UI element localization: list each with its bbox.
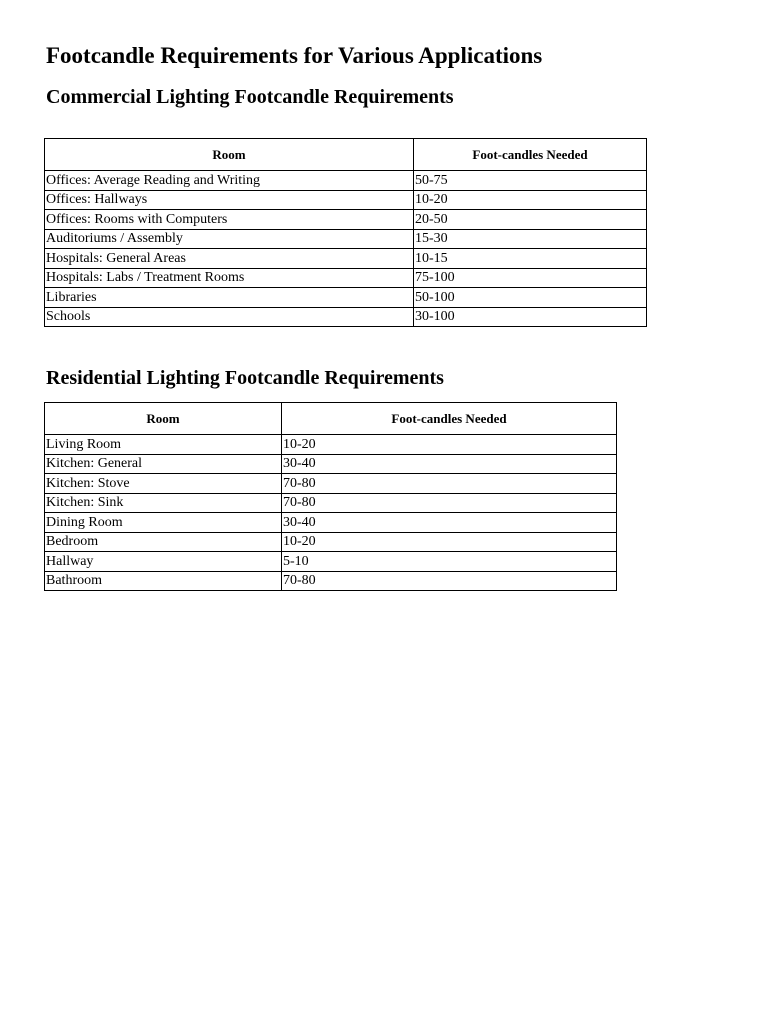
room-cell: Offices: Average Reading and Writing xyxy=(45,171,414,191)
room-cell: Living Room xyxy=(45,435,282,455)
footcandles-cell: 15-30 xyxy=(414,229,647,249)
room-cell: Kitchen: General xyxy=(45,454,282,474)
column-header-footcandles: Foot-candles Needed xyxy=(282,403,617,435)
table-row xyxy=(45,190,647,210)
footcandles-cell: 10-20 xyxy=(282,532,617,552)
room-cell: Hallway xyxy=(45,552,282,572)
room-cell: Offices: Rooms with Computers xyxy=(45,210,414,230)
room-cell: Hospitals: Labs / Treatment Rooms xyxy=(45,268,414,288)
residential-section-title: Residential Lighting Footcandle Requirements xyxy=(46,367,444,389)
footcandles-cell: 70-80 xyxy=(282,493,617,513)
table-row xyxy=(45,268,647,288)
table-row xyxy=(45,171,647,191)
column-header-room: Room xyxy=(45,139,414,171)
room-cell: Kitchen: Sink xyxy=(45,493,282,513)
room-cell: Bathroom xyxy=(45,571,282,591)
room-cell: Hospitals: General Areas xyxy=(45,249,414,269)
footcandles-cell: 50-75 xyxy=(414,171,647,191)
footcandles-cell: 30-40 xyxy=(282,513,617,533)
column-header-footcandles: Foot-candles Needed xyxy=(414,139,647,171)
table-row xyxy=(45,571,617,591)
footcandles-cell: 5-10 xyxy=(282,552,617,572)
table-header-row xyxy=(45,403,617,435)
commercial-footcandle-table xyxy=(44,138,647,327)
table-row xyxy=(45,249,647,269)
footcandles-cell: 50-100 xyxy=(414,288,647,308)
table-row xyxy=(45,552,617,572)
table-row xyxy=(45,493,617,513)
footcandles-cell: 70-80 xyxy=(282,571,617,591)
table-row xyxy=(45,454,617,474)
room-cell: Kitchen: Stove xyxy=(45,474,282,494)
footcandles-cell: 30-100 xyxy=(414,307,647,327)
room-cell: Auditoriums / Assembly xyxy=(45,229,414,249)
table-header-row xyxy=(45,139,647,171)
footcandles-cell: 75-100 xyxy=(414,268,647,288)
column-header-room: Room xyxy=(45,403,282,435)
table-row xyxy=(45,288,647,308)
room-cell: Dining Room xyxy=(45,513,282,533)
room-cell: Bedroom xyxy=(45,532,282,552)
room-cell: Libraries xyxy=(45,288,414,308)
room-cell: Schools xyxy=(45,307,414,327)
residential-footcandle-table xyxy=(44,402,617,591)
footcandles-cell: 20-50 xyxy=(414,210,647,230)
table-row xyxy=(45,513,617,533)
page-title: Footcandle Requirements for Various Applications xyxy=(46,43,543,68)
commercial-section-title: Commercial Lighting Footcandle Requirements xyxy=(46,86,454,108)
table-row xyxy=(45,307,647,327)
table-row xyxy=(45,229,647,249)
footcandles-cell: 10-20 xyxy=(414,190,647,210)
table-row xyxy=(45,532,617,552)
footcandles-cell: 30-40 xyxy=(282,454,617,474)
table-row xyxy=(45,474,617,494)
footcandles-cell: 10-15 xyxy=(414,249,647,269)
room-cell: Offices: Hallways xyxy=(45,190,414,210)
table-row xyxy=(45,435,617,455)
footcandles-cell: 10-20 xyxy=(282,435,617,455)
table-row xyxy=(45,210,647,230)
footcandles-cell: 70-80 xyxy=(282,474,617,494)
